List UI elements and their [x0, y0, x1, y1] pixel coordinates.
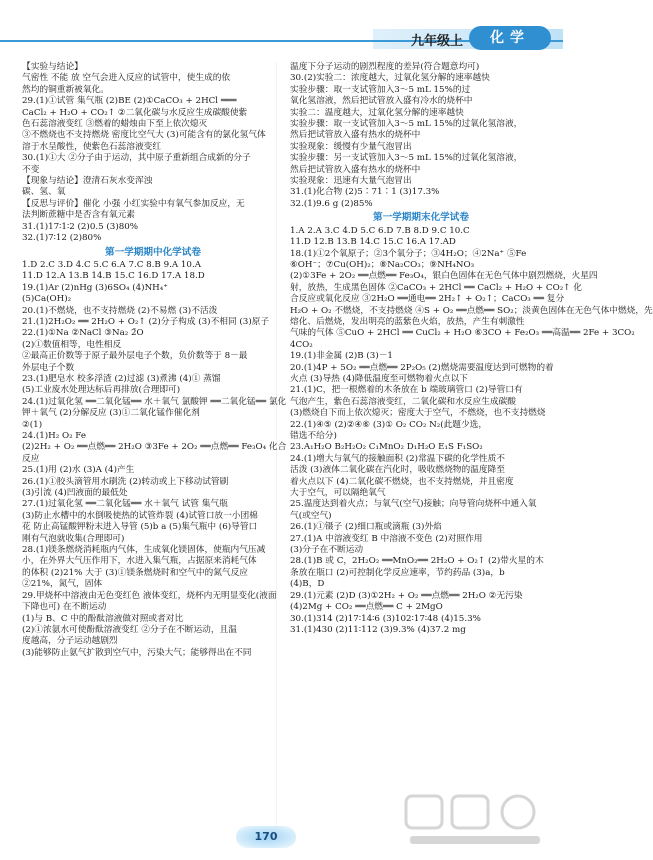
right-answer-line: 31.(1)化合物 (2)5∶71∶1 (3)17.3%	[290, 187, 440, 198]
left-answer-line: 下降也可) 在不断运动	[22, 602, 107, 613]
left-answer-line: 24.(1)H₂ O₂ Fe	[22, 431, 87, 441]
right-answer-line: 18.(1)①2个氧原子；②3个氧分子；③4H₂O；④2Na⁺ ⑤Fe	[290, 248, 527, 259]
right-answer-line: 21.(1)C，把一根燃着的木条放在 b 端玻璃管口 (2)导管口有	[290, 385, 523, 396]
left-answer-line: ②21%，氮气，固体	[22, 579, 103, 590]
left-answer-line: 【现象与结论】澄清石灰水变浑浊	[22, 176, 153, 187]
right-answer-line: (3)分子在不断运动	[290, 545, 364, 556]
right-answer-line: 实验步骤：取一支试管加入3～5 mL 15%的过氧化氢溶液，	[290, 119, 523, 130]
left-answer-line: 【反思与评价】催化 小强 小红实验中有氧气参加反应，无	[22, 198, 245, 209]
right-answer-line: 31.(1)430 (2)11∶112 (3)9.3% (4)37.2 mg	[290, 624, 466, 635]
left-answer-line: (3)引流 (4)凹液面的最低处	[22, 488, 128, 499]
right-answer-line: 然后把试管放入盛有热水的烧杯中	[290, 130, 421, 141]
right-answer-line: 温度下分子运动的剧烈程度的差异(符合题意均可)	[290, 62, 480, 72]
section-title: 第一学期期末化学试卷	[373, 212, 469, 224]
left-answer-line: 小，在外界大气压作用下，水进入集气瓶，占据原来消耗气体	[22, 556, 257, 567]
left-answer-line: 11.D 12.A 13.B 14.B 15.C 16.D 17.A 18.D	[22, 271, 205, 282]
left-answer-line: 外层电子个数	[22, 362, 75, 373]
left-column	[22, 62, 287, 659]
watermark-logo	[400, 790, 550, 850]
right-answer-line: 火点 (3)导热 (4)降低温度至可燃物着火点以下	[290, 373, 468, 384]
left-answer-line: 24.(1)过氧化氢 ══二氧化锰══ 水＋氧气 氯酸钾 ══二氧化锰══ 氯化	[22, 396, 287, 407]
left-answer-line: 30.(1)①大 ②分子由于运动，其中原子重新组合成新的分子	[22, 153, 251, 164]
left-answer-line: 28.(1)镁条燃烧消耗瓶内气体，生成氧化镁固体，使瓶内气压减	[22, 545, 266, 556]
left-answer-line: 花 防止高锰酸钾粉末进入导管 (5)b a (5)集气瓶中 (6)导管口	[22, 522, 258, 533]
right-answer-line: 着火点以下 (4)二氧化碳不燃烧，也不支持燃烧，并且密度	[290, 476, 514, 487]
left-answer-line: 反应	[22, 453, 40, 464]
right-answer-line: 条放在瓶口 (2)可控制化学反应速率，节约药品 (3)a，b	[290, 567, 505, 578]
right-answer-line: 23.A₁H₂O B₂H₂O₂ C₁MnO₂ D₁H₂O E₁S F₁SO₂	[290, 442, 483, 453]
left-answer-line: 26.(1)①胶头滴管用水刷洗 (2)转动或上下移动试管刷	[22, 476, 229, 487]
right-answer-line: 氧化氢溶液，然后把试管放入盛有冷水的烧杯中	[290, 96, 473, 107]
right-answer-line: 20.(1)4P + 5O₂ ══点燃══ 2P₂O₅ (2)燃烧需要温度达到可燃物的着	[290, 362, 554, 373]
right-answer-line: 大于空气，可以隔绝氧气	[290, 488, 386, 499]
left-answer-line: 31.(1)17∶1∶2 (2)0.5 (3)80%	[22, 221, 139, 232]
left-answer-line: 32.(1)7∶12 (2)80%	[22, 233, 102, 244]
left-answer-line: 碳、氢、氧	[22, 187, 66, 198]
left-answer-line: 度越高，分子运动越剧烈	[22, 636, 118, 647]
left-answer-line: 气密性 不能 放 空气会进入反应的试管中，使生成的依	[22, 73, 231, 84]
left-answer-line: (3)能够防止氨气扩散到空气中，污染大气；能够得出在不同	[22, 647, 252, 658]
left-answer-line: 22.(1)①Na ②NaCl ③Na₂ 2̄O	[22, 328, 144, 339]
right-answer-line: 熔化、后燃烧，发出明亮的蓝紫色火焰，放热，产生有刺激性	[290, 316, 525, 327]
right-answer-line: 4CO₂	[290, 339, 313, 350]
right-answer-line: 气味的气体 ⑤CuO + 2HCl ══ CuCl₂ + H₂O ⑥3CO + Fe₂O₃ ══高温══ 2Fe + 3CO₂	[290, 328, 635, 339]
right-answer-line: 实验现象：迅速有大量气泡冒出	[290, 176, 412, 187]
left-answer-line: ②最高正价数等于原子最外层电子个数，负价数等于 8－最	[22, 351, 248, 362]
left-answer-line: 溶于水呈酸性，使紫色石蕊溶液变红	[22, 141, 161, 152]
right-answer-line: (2)①3Fe + 2O₂ ══点燃══ Fe₃O₄，银白色固体在无色气体中剧烈燃烧，火星四	[290, 271, 598, 282]
left-answer-line: (3)防止水槽中的水倒吸使热的试管炸裂 (4)试管口放一小团棉	[22, 510, 258, 521]
grade-label: 九年级上	[410, 34, 463, 49]
page-number-badge	[236, 826, 296, 848]
right-answer-line: (4)2Mg + CO₂ ══点燃══ C + 2MgO	[290, 602, 443, 613]
right-answer-line: 32.(1)9.6 g (2)85%	[290, 198, 373, 209]
right-answer-line: 30.(1)314 (2)17∶14∶6 (3)102∶17∶48 (4)15.3%	[290, 613, 481, 624]
left-answer-line: 1.D 2.C 3.D 4.C 5.C 6.A 7.C 8.B 9.A 10.A	[22, 259, 201, 270]
right-answer-line: 25.温度达到着火点；与氧气(空气)接触；向导管向烧杯中通入氧	[290, 499, 537, 510]
left-answer-line: 20.(1)不燃烧，也不支持燃烧 (2)不易燃 (3)不活泼	[22, 305, 218, 316]
left-answer-line: 色石蕊溶液变红 ③燃着的蜡烛由下至上依次熄灭	[22, 119, 208, 130]
subject-badge: 化学	[469, 26, 551, 50]
right-answer-line: 实验步骤：取一支试管加入3～5 mL 15%的过	[290, 84, 471, 95]
right-answer-line: 气泡产生，紫色石蕊溶液变红，二氧化碳和水反应生成碳酸	[290, 396, 516, 407]
left-answer-line: 【实验与结论】	[22, 62, 83, 72]
left-answer-line: (5)Ca(OH)₂	[22, 294, 72, 305]
left-answer-line: 25.(1)用 (2)水 (3)A (4)产生	[22, 465, 135, 476]
left-answer-line: (1)与 B、C 中的酚酞溶液做对照或者对比	[22, 613, 184, 624]
right-answer-line: 活泼 (3)液体二氧化碳在汽化时，吸收燃烧物的温度降至	[290, 465, 505, 476]
right-answer-line: 19.(1)非金属 (2)B (3)－1	[290, 351, 393, 362]
right-answer-line: 气(或空气)	[290, 510, 332, 521]
right-answer-line: ⑥OH⁻；⑦Cu(OH)₂；⑧Na₂CO₃；⑨NH₄NO₃	[290, 259, 475, 270]
right-answer-line: 实验二：温度越大，过氧化氢分解的速率越快	[290, 107, 464, 118]
right-answer-line: 实验现象：缓慢有少量气泡冒出	[290, 141, 412, 152]
right-answer-line: 实验步骤：另一支试管加入3～5 mL 15%的过氧化氢溶液，	[290, 153, 523, 164]
left-answer-line: 29.(1)①试管 集气瓶 (2)BE (2)①CaCO₃ + 2HCl ═══	[22, 96, 237, 107]
left-answer-line: (2)①浓氨水可使酚酞溶液变红 ②分子在不断运动，且温	[22, 624, 237, 635]
left-answer-line: 23.(1)肥皂水 校多浮渣 (2)过滤 (3)煮沸 (4)① 蒸馏	[22, 373, 221, 384]
left-answer-line: 法判断蔗糖中是否含有氧元素	[22, 210, 135, 221]
section-title: 第一学期期中化学试卷	[105, 246, 201, 258]
right-answer-line: H₂O + O₂ 不燃烧，不支持燃烧 ④S + O₂ ══点燃══ SO₂；淡黄色固体在无色气体中燃烧，先	[290, 305, 653, 316]
left-answer-line: 27.(1)过氧化氢 ══二氧化锰══ 水＋氧气 试管 集气瓶	[22, 499, 228, 510]
right-answer-line: 28.(1)B 或 C，2H₂O₂ ══MnO₂══ 2H₂O + O₂↑ (2)带火星的木	[290, 556, 544, 567]
left-answer-line: (5)工业废水处理达标后再排放(合理即可)	[22, 385, 181, 396]
right-answer-line: 错选不给分)	[290, 431, 337, 441]
left-answer-line: 29.甲烧杯中溶液由无色变红色 液体变红，烧杯内无明显变化(液面	[22, 590, 277, 601]
left-answer-line: ②(1)	[22, 419, 43, 430]
right-answer-line: 合反应或氧化反应 ③2H₂O ══通电══ 2H₂↑ + O₂↑；CaCO₃ ══ 复分	[290, 294, 565, 305]
left-answer-line: 刚有气泡就收集(合理即可)	[22, 533, 125, 544]
page-header	[0, 0, 563, 60]
right-answer-line: 22.(1)④⑤ (2)②④⑥ (3)① O₂ CO₂ N₂(此题少选，	[290, 419, 488, 430]
right-answer-line: (3)燃烧自下而上依次熄灭；密度大于空气，不燃烧，也不支持燃烧	[290, 408, 546, 419]
right-answer-line: 11.D 12.B 13.B 14.C 15.C 16.A 17.AD	[290, 237, 456, 248]
right-column	[290, 62, 653, 636]
right-answer-line: 然后把试管放入盛有热水的烧杯中	[290, 164, 421, 175]
right-answer-line: 27.(1)A 中溶液变红 B 中溶液不变色 (2)对照作用	[290, 533, 483, 544]
right-answer-line: 29.(1)元素 (2)D (3)①2H₂ + O₂ ══点燃══ 2H₂O ②无污染	[290, 590, 523, 601]
left-answer-line: (2)2H₂ + O₂ ══点燃══ 2H₂O ③3Fe + 2O₂ ══点燃══ Fe₃O₄ 化合	[22, 442, 287, 453]
left-answer-line: 不变	[22, 164, 40, 175]
right-answer-line: (4)B，D	[290, 579, 325, 590]
left-answer-line: 钾＋氧气 (2)分解反应 (3)①二氧化锰作催化剂	[22, 408, 200, 419]
left-answer-line: 的体积 (2)21% 大于 (3)①镁条燃烧时和空气中的氮气反应	[22, 567, 248, 578]
right-answer-line: 24.(1)增大与氧气的接触面积 (2)常温下碳的化学性质不	[290, 453, 505, 464]
left-answer-line: 21.(1)2H₂O₂ ══ 2H₂O + O₂↑ (2)分子构成 (3)不相同 (3)原子	[22, 316, 270, 327]
right-answer-line: 26.(1)①镊子 (2)细口瓶或滴瓶 (3)外焰	[290, 522, 442, 533]
left-answer-line: 然均的铜重新被氧化。	[22, 84, 109, 95]
left-answer-line: 19.(1)Ar (2)nHg (3)6SO₄ (4)NH₄⁺	[22, 282, 168, 293]
left-answer-line: CaCl₂ + H₂O + CO₂↑ ②二氧化碳与水反应生成碳酸使紫	[22, 107, 248, 118]
left-answer-line: (2)①数值相等，电性相反	[22, 339, 122, 350]
left-answer-line: ③不燃烧也不支持燃烧 密度比空气大 (3)可能含有的氯化氢气体	[22, 130, 266, 141]
right-answer-line: 射，放热，生成黑色固体 ②CaCO₃ + 2HCl ══ CaCl₂ + H₂O + CO₂↑ 化	[290, 282, 582, 293]
page-number: 170	[254, 830, 278, 843]
right-answer-line: 30.(2)实验二：浓度越大，过氧化氢分解的速率越快	[290, 73, 490, 84]
right-answer-line: 1.A 2.A 3.C 4.D 5.C 6.D 7.B 8.D 9.C 10.C	[290, 225, 470, 236]
